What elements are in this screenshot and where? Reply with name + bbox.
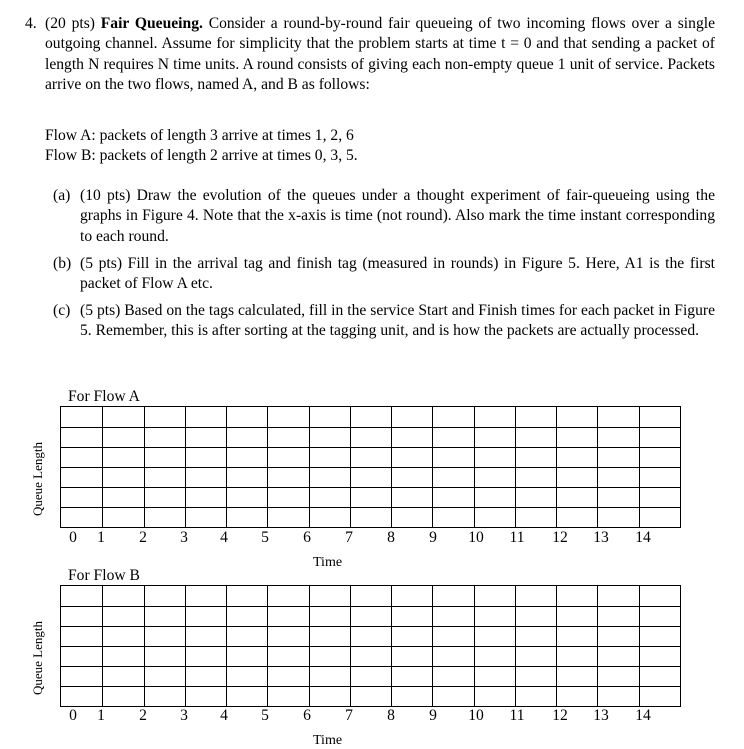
flow-b-tick-label: 3 bbox=[180, 707, 188, 724]
flow-a-grid-hline bbox=[61, 467, 680, 468]
flow-b-tick-label: 10 bbox=[468, 707, 484, 724]
flow-a-plot-title: For Flow A bbox=[68, 388, 140, 405]
flow-b-grid-hline bbox=[61, 666, 680, 667]
flow-b-tick-label: 13 bbox=[593, 707, 609, 724]
flow-a-tick-label: 10 bbox=[468, 529, 484, 546]
flow-b-tick-label: 0 bbox=[69, 707, 77, 724]
problem-statement bbox=[25, 14, 715, 96]
flow-a-tick-label: 0 bbox=[69, 529, 77, 546]
part-c-text: (5 pts) Based on the tags calculated, fill in the service Start and Finish times for each packet in Figure 5. Remember, this is after sorting at the tagging unit, and is how the packets are actually processed. bbox=[80, 302, 715, 340]
flow-b-tick-label: 2 bbox=[139, 707, 147, 724]
problem-text bbox=[45, 14, 715, 96]
flow-b-grid-hline bbox=[61, 626, 680, 627]
problem-number: 4. bbox=[25, 15, 37, 32]
flow-a-tick-label: 6 bbox=[303, 529, 311, 546]
flow-b-tick-label: 8 bbox=[387, 707, 395, 724]
flow-b-tick-label: 5 bbox=[261, 707, 269, 724]
flow-a-tick-label: 2 bbox=[139, 529, 147, 546]
part-c bbox=[53, 301, 715, 342]
flow-a-tick-label: 13 bbox=[593, 529, 609, 546]
flow-b-tick-label: 11 bbox=[509, 707, 525, 724]
flow-a-grid-hline bbox=[61, 427, 680, 428]
flow-a-description: Flow A: packets of length 3 arrive at times 1, 2, 6 bbox=[45, 127, 354, 144]
flow-b-grid-hline bbox=[61, 686, 680, 687]
flow-descriptions bbox=[45, 126, 358, 167]
flow-a-tick-label: 4 bbox=[220, 529, 228, 546]
flow-b-tick-label: 12 bbox=[552, 707, 568, 724]
flow-a-tick-label: 3 bbox=[180, 529, 188, 546]
part-b bbox=[53, 254, 715, 295]
part-a-label: (a) bbox=[53, 187, 71, 204]
problem-title: Fair Queueing. bbox=[100, 15, 203, 32]
part-a-text: (10 pts) Draw the evolution of the queues under a thought experiment of fair-queueing using the graphs in Figure 4. Note that the x-axis is time (not round). Also mark the time instant corresponding to each round. bbox=[80, 187, 715, 245]
flow-b-xlabel: Time bbox=[313, 733, 343, 748]
flow-a-grid-hline bbox=[61, 447, 680, 448]
flow-b-tick-label: 14 bbox=[635, 707, 651, 724]
flow-b-ylabel: Queue Length bbox=[30, 620, 45, 695]
flow-b-grid-hline bbox=[61, 646, 680, 647]
flow-b-tick-label: 9 bbox=[429, 707, 437, 724]
flow-b-plot-title: For Flow B bbox=[68, 567, 140, 584]
flow-b-description: Flow B: packets of length 2 arrive at times 0, 3, 5. bbox=[45, 147, 358, 165]
flow-a-tick-label: 9 bbox=[429, 529, 437, 546]
part-b-text: (5 pts) Fill in the arrival tag and finish tag (measured in rounds) in Figure 5. Here, A1 is the first packet of Flow A etc. bbox=[80, 255, 715, 293]
flow-a-grid bbox=[60, 406, 681, 528]
flow-a-tick-label: 14 bbox=[635, 529, 651, 546]
flow-a-grid-hline bbox=[61, 507, 680, 508]
flow-b-grid bbox=[60, 585, 681, 707]
flow-b-tick-label: 6 bbox=[303, 707, 311, 724]
flow-b-grid-hline bbox=[61, 606, 680, 607]
flow-a-tick-label: 12 bbox=[552, 529, 568, 546]
part-c-label: (c) bbox=[53, 302, 71, 319]
flow-a-tick-label: 11 bbox=[509, 529, 525, 546]
flow-a-ylabel: Queue Length bbox=[30, 441, 45, 516]
problem-intro: Consider a round-by-round fair queueing of two incoming flows over a single outgoing channel. Assume for simplicity that the problem starts at time t = 0 and that sending a packet of length N requires N time units. A round consists of giving each non-empty queue 1 unit of service. Packets arrive on the two flows, named A, and B as follows: bbox=[45, 15, 715, 94]
flow-a-tick-label: 8 bbox=[387, 529, 395, 546]
flow-a-xlabel: Time bbox=[313, 555, 343, 570]
flow-a-tick-label: 1 bbox=[97, 529, 105, 546]
flow-b-tick-label: 7 bbox=[345, 707, 353, 724]
part-a bbox=[53, 186, 715, 247]
flow-a-grid-hline bbox=[61, 487, 680, 488]
flow-b-tick-label: 1 bbox=[97, 707, 105, 724]
flow-a-tick-label: 7 bbox=[345, 529, 353, 546]
flow-b-tick-label: 4 bbox=[220, 707, 228, 724]
flow-a-tick-label: 5 bbox=[261, 529, 269, 546]
part-b-label: (b) bbox=[53, 255, 72, 272]
problem-points: (20 pts) bbox=[45, 15, 95, 32]
